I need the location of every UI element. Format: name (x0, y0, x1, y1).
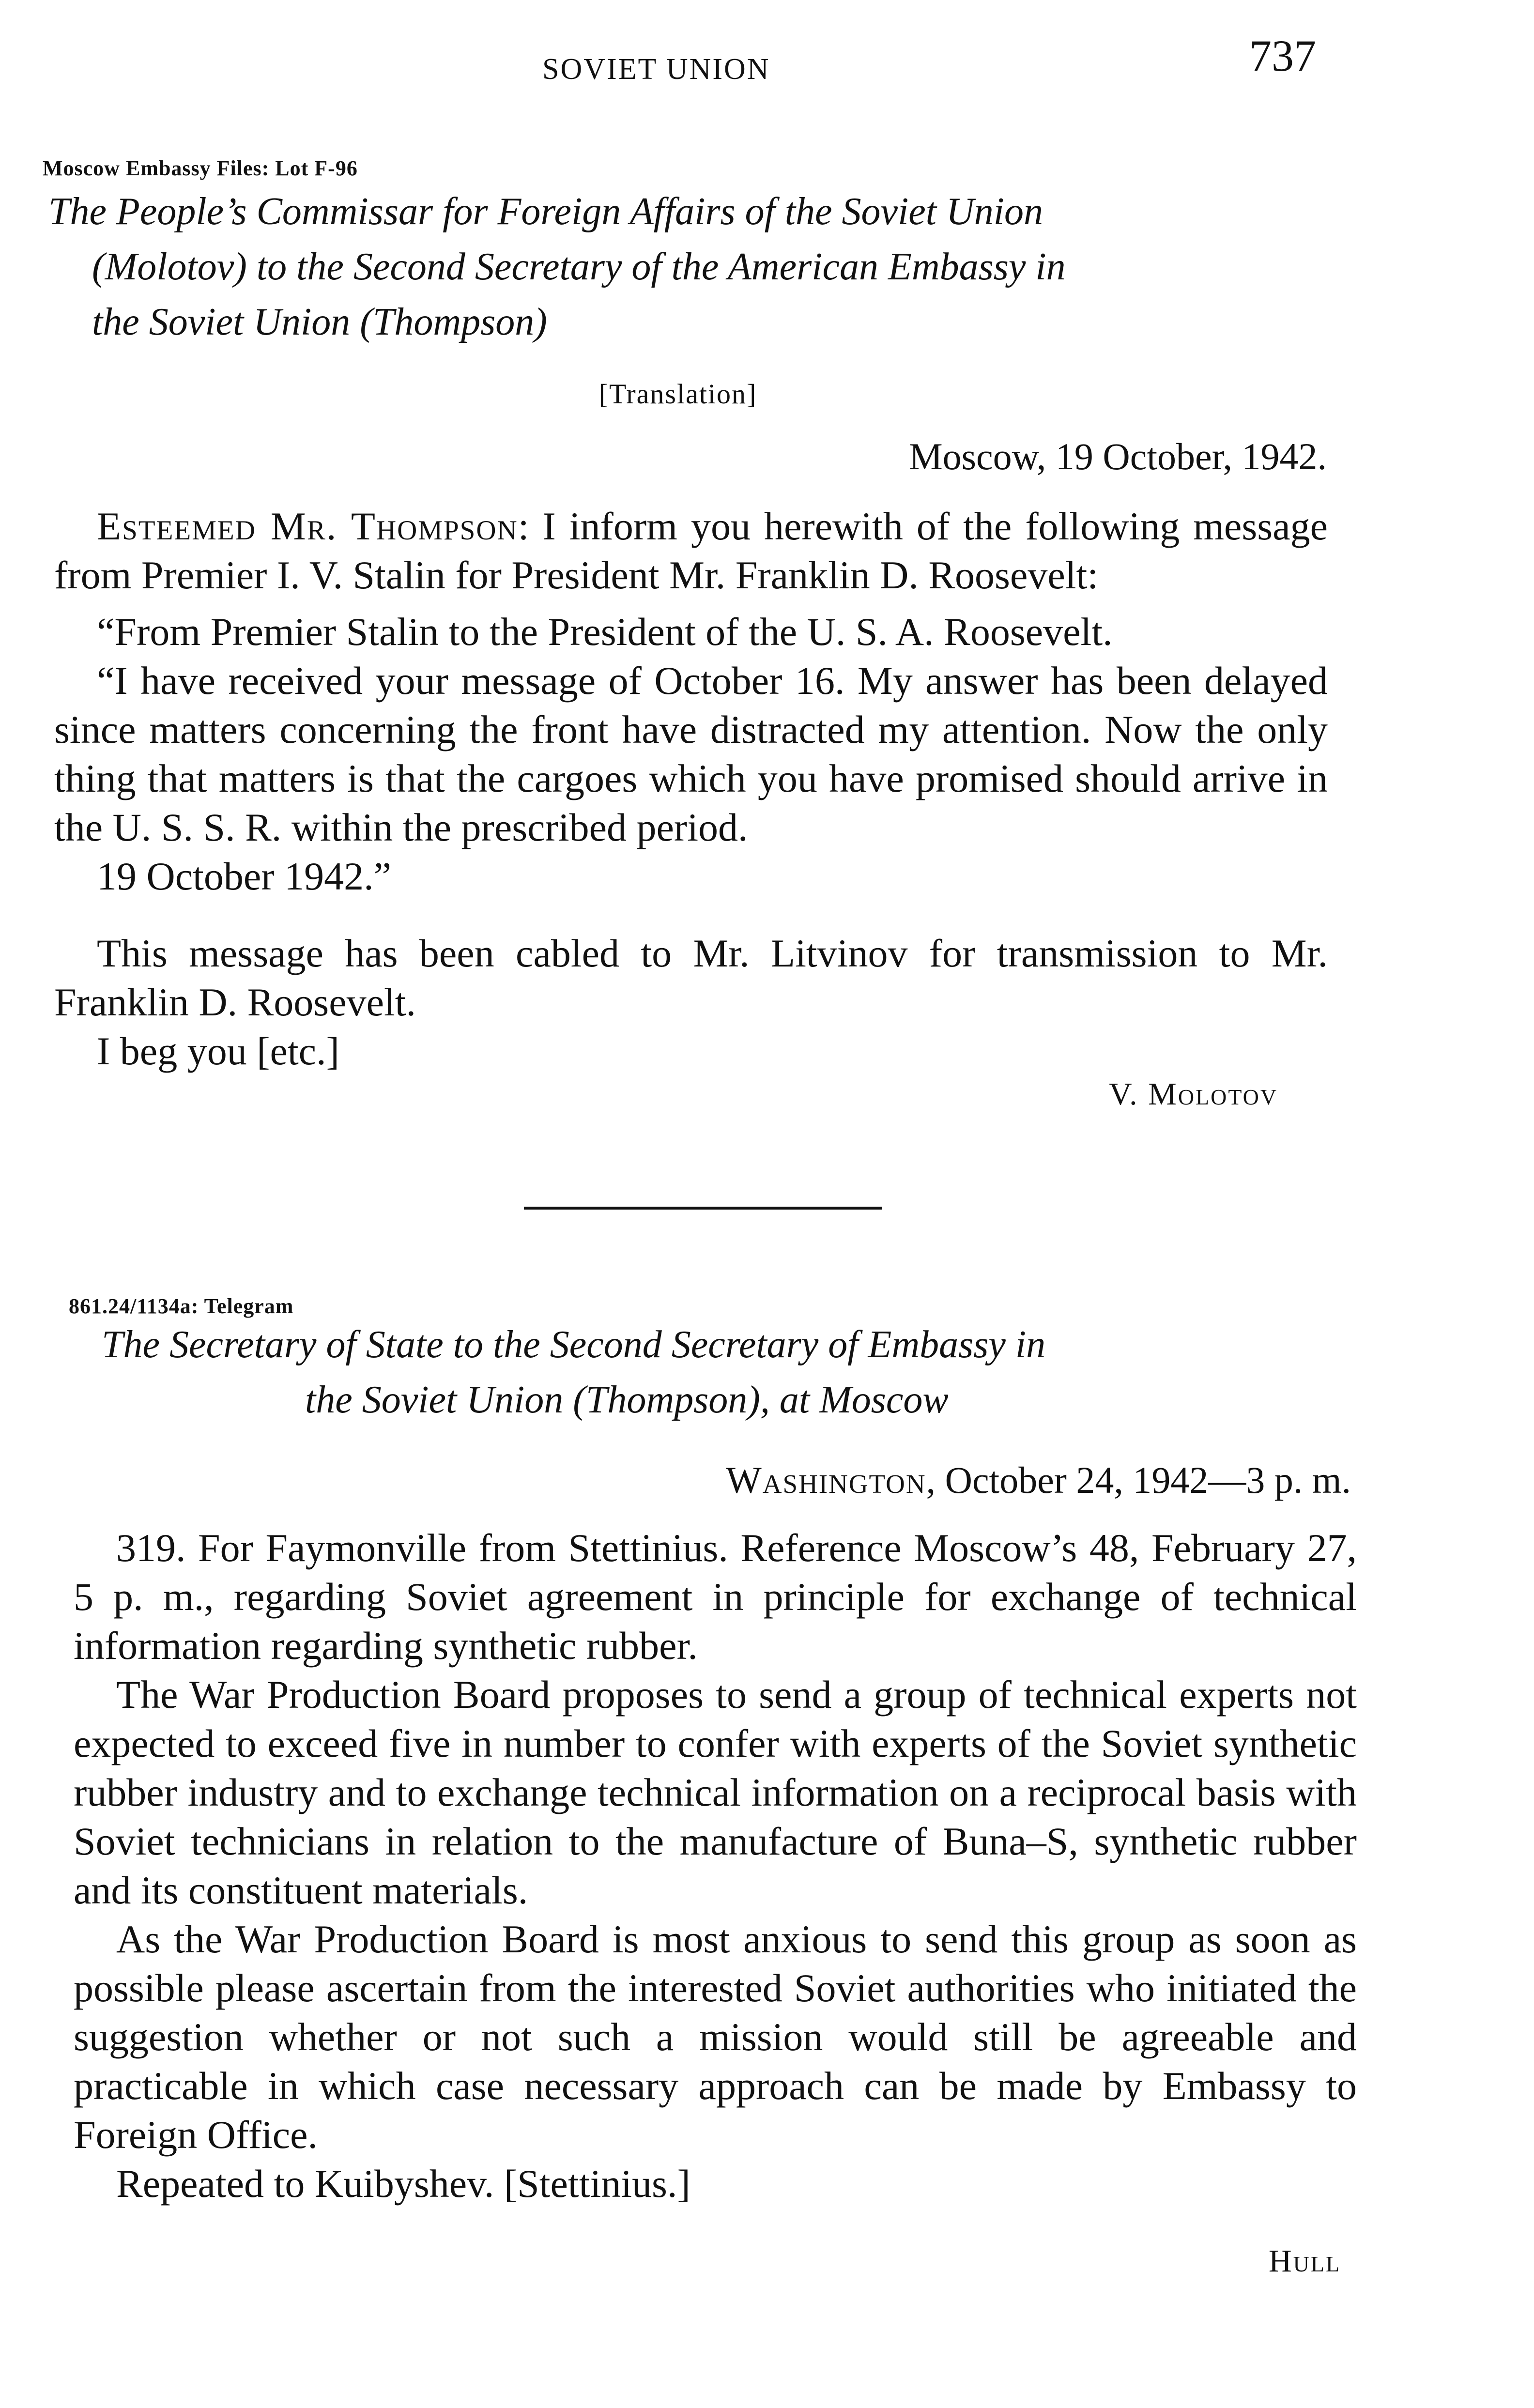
doc2-signature: Hull (1269, 2243, 1341, 2279)
doc2-title (102, 1317, 1361, 1427)
doc1-file-ref: Moscow Embassy Files: Lot F-96 (43, 156, 358, 180)
doc1-intro-text: : I inform you herewith of the following message from Premier I. V. Stalin for President Mr. Franklin D. Roosevelt: (54, 504, 1328, 597)
doc1-closing-line: I beg you [etc.] (97, 1029, 339, 1073)
doc1-title (48, 184, 1356, 350)
doc2-body (74, 1523, 1357, 2208)
running-head: SOVIET UNION (542, 53, 770, 86)
doc2-title-line1: The Secretary of State to the Second Secretary of Embassy in (102, 1323, 1046, 1366)
doc1-salutation: Esteemed Mr. Thompson (97, 504, 518, 548)
doc2-file-ref: 861.24/1134a: Telegram (69, 1294, 294, 1318)
doc2-paragraph-4: Repeated to Kuibyshev. [Stettinius.] (116, 2162, 690, 2206)
doc2-title-line2: the Soviet Union (Thompson), at Moscow (305, 1379, 949, 1421)
doc1-intro-paragraph (54, 502, 1328, 599)
doc1-signature: V. Molotov (1109, 1076, 1278, 1112)
doc1-title-line1: The People’s Commissar for Foreign Affairs of the Soviet Union (48, 190, 1043, 233)
section-divider (524, 1207, 882, 1210)
page-number: 737 (1249, 31, 1316, 80)
doc2-dateline-rest: , October 24, 1942—3 p. m. (926, 1459, 1351, 1501)
doc2-paragraph-2: The War Production Board proposes to send a group of technical experts not expected to exceed five in number to confer with experts of the Soviet synthetic rubber industry and to exchange technical information on a reciprocal basis with Soviet technicians in relation to the manufacture of Buna–S, synthetic rubber and its constituent materials. (74, 1672, 1357, 1912)
doc1-quote-body: “I have received your message of October 16. My answer has been delayed since matters concerning the front have distracted my attention. Now the only thing that matters is that the cargoes which you have promised should arrive in the U. S. S. R. within the prescribed period. (54, 659, 1328, 849)
doc1-quote-heading: “From Premier Stalin to the President of the U. S. A. Roosevelt. (97, 610, 1113, 654)
doc2-paragraph-3: As the War Production Board is most anxious to send this group as soon as possible please ascertain from the interested Soviet authorities who initiated the suggestion whether or not such a mission would still be agreeable and practicable in which case necessary approach can be made by Embassy to Foreign Office. (74, 1917, 1357, 2157)
doc2-dateline (484, 1458, 1351, 1502)
doc1-title-line3: the Soviet Union (Thompson) (92, 301, 547, 343)
doc2-paragraph-1: 319. For Faymonville from Stettinius. Reference Moscow’s 48, February 27, 5 p. m., regarding Soviet agreement in principle for exchange of technical information regarding synthetic rubber. (74, 1526, 1357, 1668)
doc1-translation-note: [Translation] (598, 378, 757, 410)
doc2-dateline-place: Washington (726, 1459, 926, 1501)
doc1-quote-date: 19 October 1942.” (97, 854, 391, 898)
doc1-closing-paragraph: This message has been cabled to Mr. Litvinov for transmission to Mr. Franklin D. Roosevelt. (54, 931, 1328, 1024)
doc1-title-line2: (Molotov) to the Second Secretary of the American Embassy in (92, 245, 1066, 288)
doc1-body (54, 502, 1328, 1075)
doc1-dateline: Moscow, 19 October, 1942. (909, 435, 1327, 477)
